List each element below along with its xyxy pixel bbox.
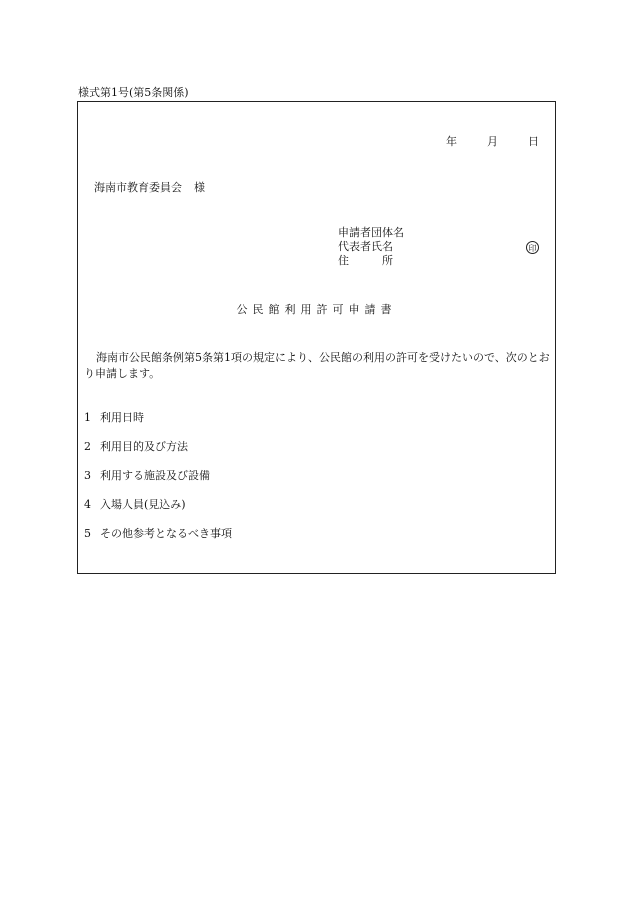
item-label: 利用目的及び方法: [100, 440, 188, 453]
organization-label: 申請者団体名: [338, 226, 404, 239]
form-number: 様式第1号(第5条関係): [78, 86, 189, 99]
applicant-block: [338, 226, 404, 268]
date-month-label: 月: [487, 135, 498, 148]
list-item: [84, 499, 232, 528]
list-item: [84, 528, 232, 557]
item-label: 利用日時: [100, 411, 144, 424]
addressee-name: 海南市教育委員会: [94, 181, 182, 194]
document-title: 公民館利用許可申請書: [236, 303, 397, 316]
item-list: [84, 412, 232, 557]
body-paragraph: 海南市公民館条例第5条第1項の規定により、公民館の利用の許可を受けたいので、次のとおり申請します。: [84, 351, 550, 380]
list-item: [84, 441, 232, 470]
application-form-frame: [77, 101, 556, 574]
item-label: その他参考となるべき事項: [100, 527, 232, 540]
item-number: 5: [84, 527, 91, 540]
item-number: 3: [84, 469, 91, 482]
item-label: 利用する施設及び設備: [100, 469, 210, 482]
addressee-honorific: 様: [194, 181, 205, 194]
list-item: [84, 470, 232, 499]
item-number: 4: [84, 498, 91, 511]
date-day-label: 日: [528, 135, 539, 148]
date-year-label: 年: [446, 135, 457, 148]
date-line: [446, 136, 539, 147]
item-number: 1: [84, 411, 91, 424]
item-label: 入場人員(見込み): [100, 498, 186, 511]
addressee: [94, 182, 205, 193]
list-item: [84, 412, 232, 441]
item-number: 2: [84, 440, 91, 453]
seal-mark: 印: [526, 241, 539, 254]
representative-label: 代表者氏名: [338, 240, 393, 253]
address-label: 住 所: [338, 254, 393, 267]
